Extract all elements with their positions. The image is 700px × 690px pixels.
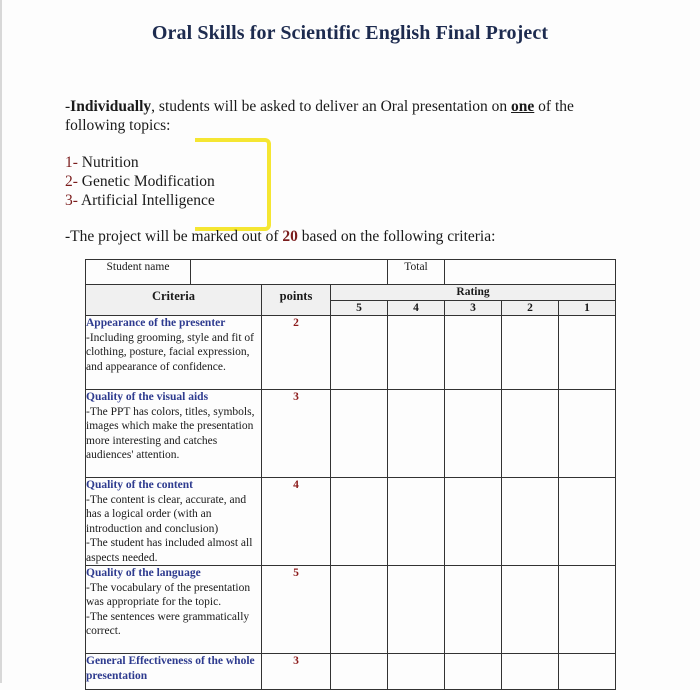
rating-cell[interactable] xyxy=(388,654,445,690)
criteria-row xyxy=(86,566,616,654)
criteria-title: Quality of the visual aids xyxy=(86,391,209,403)
criteria-points: 4 xyxy=(262,478,331,566)
page-edge xyxy=(0,0,2,683)
rating-cell[interactable] xyxy=(445,654,502,690)
points-header: points xyxy=(262,285,331,316)
rating-header: Rating xyxy=(331,285,616,301)
criteria-intro xyxy=(65,228,665,246)
topic-item xyxy=(65,153,215,172)
intro-text-after: of the following topics: xyxy=(65,98,574,134)
rating-cell[interactable] xyxy=(559,390,616,478)
criteria-table xyxy=(85,259,616,690)
topic-label: Genetic Modification xyxy=(81,173,215,190)
criteria-cell xyxy=(86,566,262,654)
criteria-row xyxy=(86,390,616,478)
criteria-cell xyxy=(86,654,262,690)
criteria-description: -Including grooming, style and fit of clothing, posture, facial expression, and appearance of confidence. xyxy=(86,331,254,373)
topic-label: Nutrition xyxy=(81,154,139,171)
criteria-points: 3 xyxy=(262,654,331,690)
rating-cell[interactable] xyxy=(559,566,616,654)
criteria-header-row xyxy=(86,285,616,301)
rating-scale-2: 2 xyxy=(502,300,559,316)
criteria-points: 5 xyxy=(262,566,331,654)
criteria-points: 3 xyxy=(262,390,331,478)
intro-dash: - xyxy=(65,98,71,115)
topic-number: 1- xyxy=(65,154,78,171)
criteria-cell xyxy=(86,478,262,566)
criteria-intro-before: -The project will be marked out of xyxy=(65,228,283,245)
intro-underlined: one xyxy=(511,98,535,115)
topic-number: 2- xyxy=(65,173,78,190)
rating-cell[interactable] xyxy=(388,478,445,566)
criteria-title: Quality of the content xyxy=(86,479,194,491)
criteria-intro-total: 20 xyxy=(282,228,298,245)
rating-cell[interactable] xyxy=(445,390,502,478)
topic-item xyxy=(65,172,215,191)
criteria-cell xyxy=(86,316,262,390)
criteria-intro-after: based on the following criteria: xyxy=(297,228,496,245)
student-name-field[interactable] xyxy=(191,260,388,285)
criteria-points: 2 xyxy=(262,316,331,390)
student-row xyxy=(86,260,616,285)
criteria-description: -The PPT has colors, titles, symbols, images which make the presentation more interesting and catches audiences' attention. xyxy=(86,405,255,461)
topic-list xyxy=(65,153,215,210)
rating-scale-4: 4 xyxy=(388,300,445,316)
intro-paragraph xyxy=(65,97,625,135)
rating-cell[interactable] xyxy=(502,654,559,690)
student-name-label: Student name xyxy=(86,260,191,285)
criteria-description: -The vocabulary of the presentation was appropriate for the topic. -The sentences were grammatically correct. xyxy=(86,581,251,637)
criteria-title: General Effectiveness of the whole presentation xyxy=(86,655,255,682)
criteria-header: Criteria xyxy=(86,285,262,316)
criteria-cell xyxy=(86,390,262,478)
rating-cell[interactable] xyxy=(388,390,445,478)
yellow-highlight-bracket xyxy=(195,138,271,231)
rating-cell[interactable] xyxy=(502,316,559,390)
rating-cell[interactable] xyxy=(559,654,616,690)
criteria-row xyxy=(86,478,616,566)
rating-cell[interactable] xyxy=(388,316,445,390)
rating-cell[interactable] xyxy=(502,566,559,654)
intro-bold: Individually xyxy=(70,98,152,115)
criteria-row xyxy=(86,654,616,690)
total-field[interactable] xyxy=(445,260,616,285)
topic-label: Artificial Intelligence xyxy=(80,192,215,209)
rating-cell[interactable] xyxy=(331,654,388,690)
criteria-description: -The content is clear, accurate, and has a logical order (with an introduction and conclusion) -The student has included almost all aspects needed. xyxy=(86,493,253,564)
rating-cell[interactable] xyxy=(331,566,388,654)
intro-text-before: , students will be asked to deliver an Oral presentation on xyxy=(151,98,512,115)
criteria-title: Quality of the language xyxy=(86,567,201,579)
criteria-row xyxy=(86,316,616,390)
rating-cell[interactable] xyxy=(559,316,616,390)
rating-cell[interactable] xyxy=(331,390,388,478)
rating-scale-3: 3 xyxy=(445,300,502,316)
rating-scale-1: 1 xyxy=(559,300,616,316)
rating-scale-5: 5 xyxy=(331,300,388,316)
rating-cell[interactable] xyxy=(331,478,388,566)
topic-number: 3- xyxy=(65,192,78,209)
criteria-title: Appearance of the presenter xyxy=(86,317,226,329)
rating-cell[interactable] xyxy=(559,478,616,566)
rating-cell[interactable] xyxy=(445,478,502,566)
rating-cell[interactable] xyxy=(502,390,559,478)
topic-item xyxy=(65,191,215,210)
total-label: Total xyxy=(388,260,445,285)
rating-cell[interactable] xyxy=(502,478,559,566)
rating-cell[interactable] xyxy=(331,316,388,390)
rating-cell[interactable] xyxy=(388,566,445,654)
rating-cell[interactable] xyxy=(445,566,502,654)
rating-cell[interactable] xyxy=(445,316,502,390)
page-title: Oral Skills for Scientific English Final Project xyxy=(151,22,549,44)
